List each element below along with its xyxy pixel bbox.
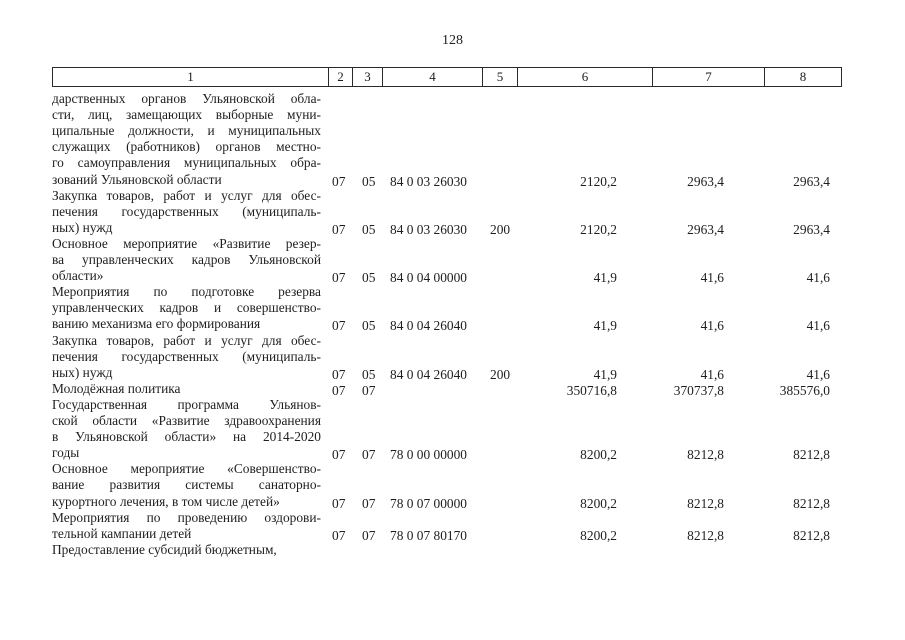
table-header-row: [52, 67, 842, 87]
cell-col-2: 07: [332, 270, 346, 286]
cell-col-7: 8212,8: [687, 495, 724, 511]
cell-col-7: 2963,4: [687, 221, 724, 237]
cell-col-3: 07: [362, 495, 376, 511]
description-line: Основное мероприятие «Совершенство-: [52, 461, 321, 477]
cell-col-4: 84 0 03 26030: [390, 221, 467, 237]
cell-col-7: 2963,4: [687, 173, 724, 189]
cell-col-7: 41,6: [700, 270, 724, 286]
description-line: ванию механизма его формирования: [52, 316, 261, 332]
cell-col-4: 84 0 04 00000: [390, 270, 467, 286]
cell-col-7: 8212,8: [687, 447, 724, 463]
header-col-3: 3: [353, 68, 383, 86]
header-col-2: 2: [329, 68, 353, 86]
cell-col-3: 05: [362, 318, 376, 334]
cell-col-6: 350716,8: [566, 382, 617, 398]
cell-col-3: 07: [362, 447, 376, 463]
cell-col-4: 78 0 00 00000: [390, 447, 467, 463]
cell-col-2: 07: [332, 221, 346, 237]
cell-col-6: 41,9: [593, 366, 617, 382]
description-line: печения государственных (муниципаль-: [52, 203, 321, 219]
cell-col-2: 07: [332, 173, 346, 189]
description-line: в Ульяновской области» на 2014-2020: [52, 429, 321, 445]
cell-col-3: 07: [362, 382, 376, 398]
description-line: Государственная программа Ульянов-: [52, 396, 321, 412]
cell-col-8: 8212,8: [793, 447, 830, 463]
description-line: зований Ульяновской области: [52, 171, 222, 187]
cell-col-3: 07: [362, 527, 376, 543]
description-line: годы: [52, 445, 80, 461]
description-line: ных) нужд: [52, 219, 113, 235]
cell-col-6: 41,9: [593, 318, 617, 334]
header-col-4: 4: [383, 68, 483, 86]
cell-col-6: 8200,2: [580, 447, 617, 463]
cell-col-5: 200: [490, 221, 511, 237]
cell-col-4: 84 0 03 26030: [390, 173, 467, 189]
cell-col-3: 05: [362, 173, 376, 189]
cell-col-6: 2120,2: [580, 173, 617, 189]
description-line: вание развития системы санаторно-: [52, 477, 321, 493]
description-line: курортного лечения, в том числе детей»: [52, 493, 280, 509]
header-col-1: 1: [53, 68, 329, 86]
cell-col-7: 41,6: [700, 366, 724, 382]
description-line: Закупка товаров, работ и услуг для обес-: [52, 332, 321, 348]
description-line: дарственных органов Ульяновской обла-: [52, 91, 321, 106]
cell-col-8: 41,6: [806, 318, 830, 334]
cell-col-3: 05: [362, 221, 376, 237]
cell-col-7: 8212,8: [687, 527, 724, 543]
cell-col-3: 05: [362, 270, 376, 286]
cell-col-6: 8200,2: [580, 527, 617, 543]
cell-col-8: 8212,8: [793, 527, 830, 543]
description-line: Основное мероприятие «Развитие резер-: [52, 235, 321, 251]
cell-col-2: 07: [332, 447, 346, 463]
cell-col-3: 05: [362, 366, 376, 382]
description-line: Закупка товаров, работ и услуг для обес-: [52, 187, 321, 203]
cell-col-8: 41,6: [806, 366, 830, 382]
cell-col-4: 84 0 04 26040: [390, 366, 467, 382]
cell-col-2: 07: [332, 527, 346, 543]
header-col-8: 8: [799, 69, 807, 84]
description-line: области»: [52, 268, 104, 284]
cell-col-6: 41,9: [593, 270, 617, 286]
cell-col-2: 07: [332, 366, 346, 382]
cell-col-4: 78 0 07 80170: [390, 527, 467, 543]
description-line: Молодёжная политика: [52, 380, 181, 396]
description-line: ципальные должности, и муниципальных: [52, 123, 321, 139]
description-line: ва управленческих кадров Ульяновской: [52, 252, 321, 267]
header-col-5: 5: [483, 68, 518, 86]
header-col-7: 7: [653, 68, 765, 86]
cell-col-4: 78 0 07 00000: [390, 495, 467, 511]
cell-col-2: 07: [332, 318, 346, 334]
description-line: служащих (работников) органов местно-: [52, 139, 321, 155]
cell-col-4: 84 0 04 26040: [390, 318, 467, 334]
cell-col-7: 41,6: [700, 318, 724, 334]
description-line: Мероприятия по проведению оздорови-: [52, 509, 321, 525]
cell-col-7: 370737,8: [673, 382, 724, 398]
description-line: сти, лиц, замещающих выборные муни-: [52, 107, 321, 123]
cell-col-8: 41,6: [806, 270, 830, 286]
page-number: 128: [442, 33, 463, 48]
cell-col-8: 2963,4: [793, 221, 830, 237]
cell-col-8: 385576,0: [779, 382, 830, 398]
cell-col-8: 8212,8: [793, 495, 830, 511]
description-line: Предоставление субсидий бюджетным,: [52, 541, 277, 557]
description-line: Мероприятия по подготовке резерва: [52, 284, 321, 300]
description-line: печения государственных (муниципаль-: [52, 348, 321, 364]
cell-col-5: 200: [490, 366, 511, 382]
description-line: тельной кампании детей: [52, 525, 192, 541]
description-line: ской области «Развитие здравоохранения: [52, 413, 321, 428]
cell-col-2: 07: [332, 382, 346, 398]
cell-col-6: 2120,2: [580, 221, 617, 237]
cell-col-6: 8200,2: [580, 495, 617, 511]
cell-col-8: 2963,4: [793, 173, 830, 189]
description-line: ных) нужд: [52, 364, 113, 380]
header-col-6: 6: [518, 68, 653, 86]
description-line: управленческих кадров и совершенство-: [52, 300, 321, 316]
description-line: го самоуправления муниципальных обра-: [52, 155, 321, 171]
cell-col-2: 07: [332, 495, 346, 511]
